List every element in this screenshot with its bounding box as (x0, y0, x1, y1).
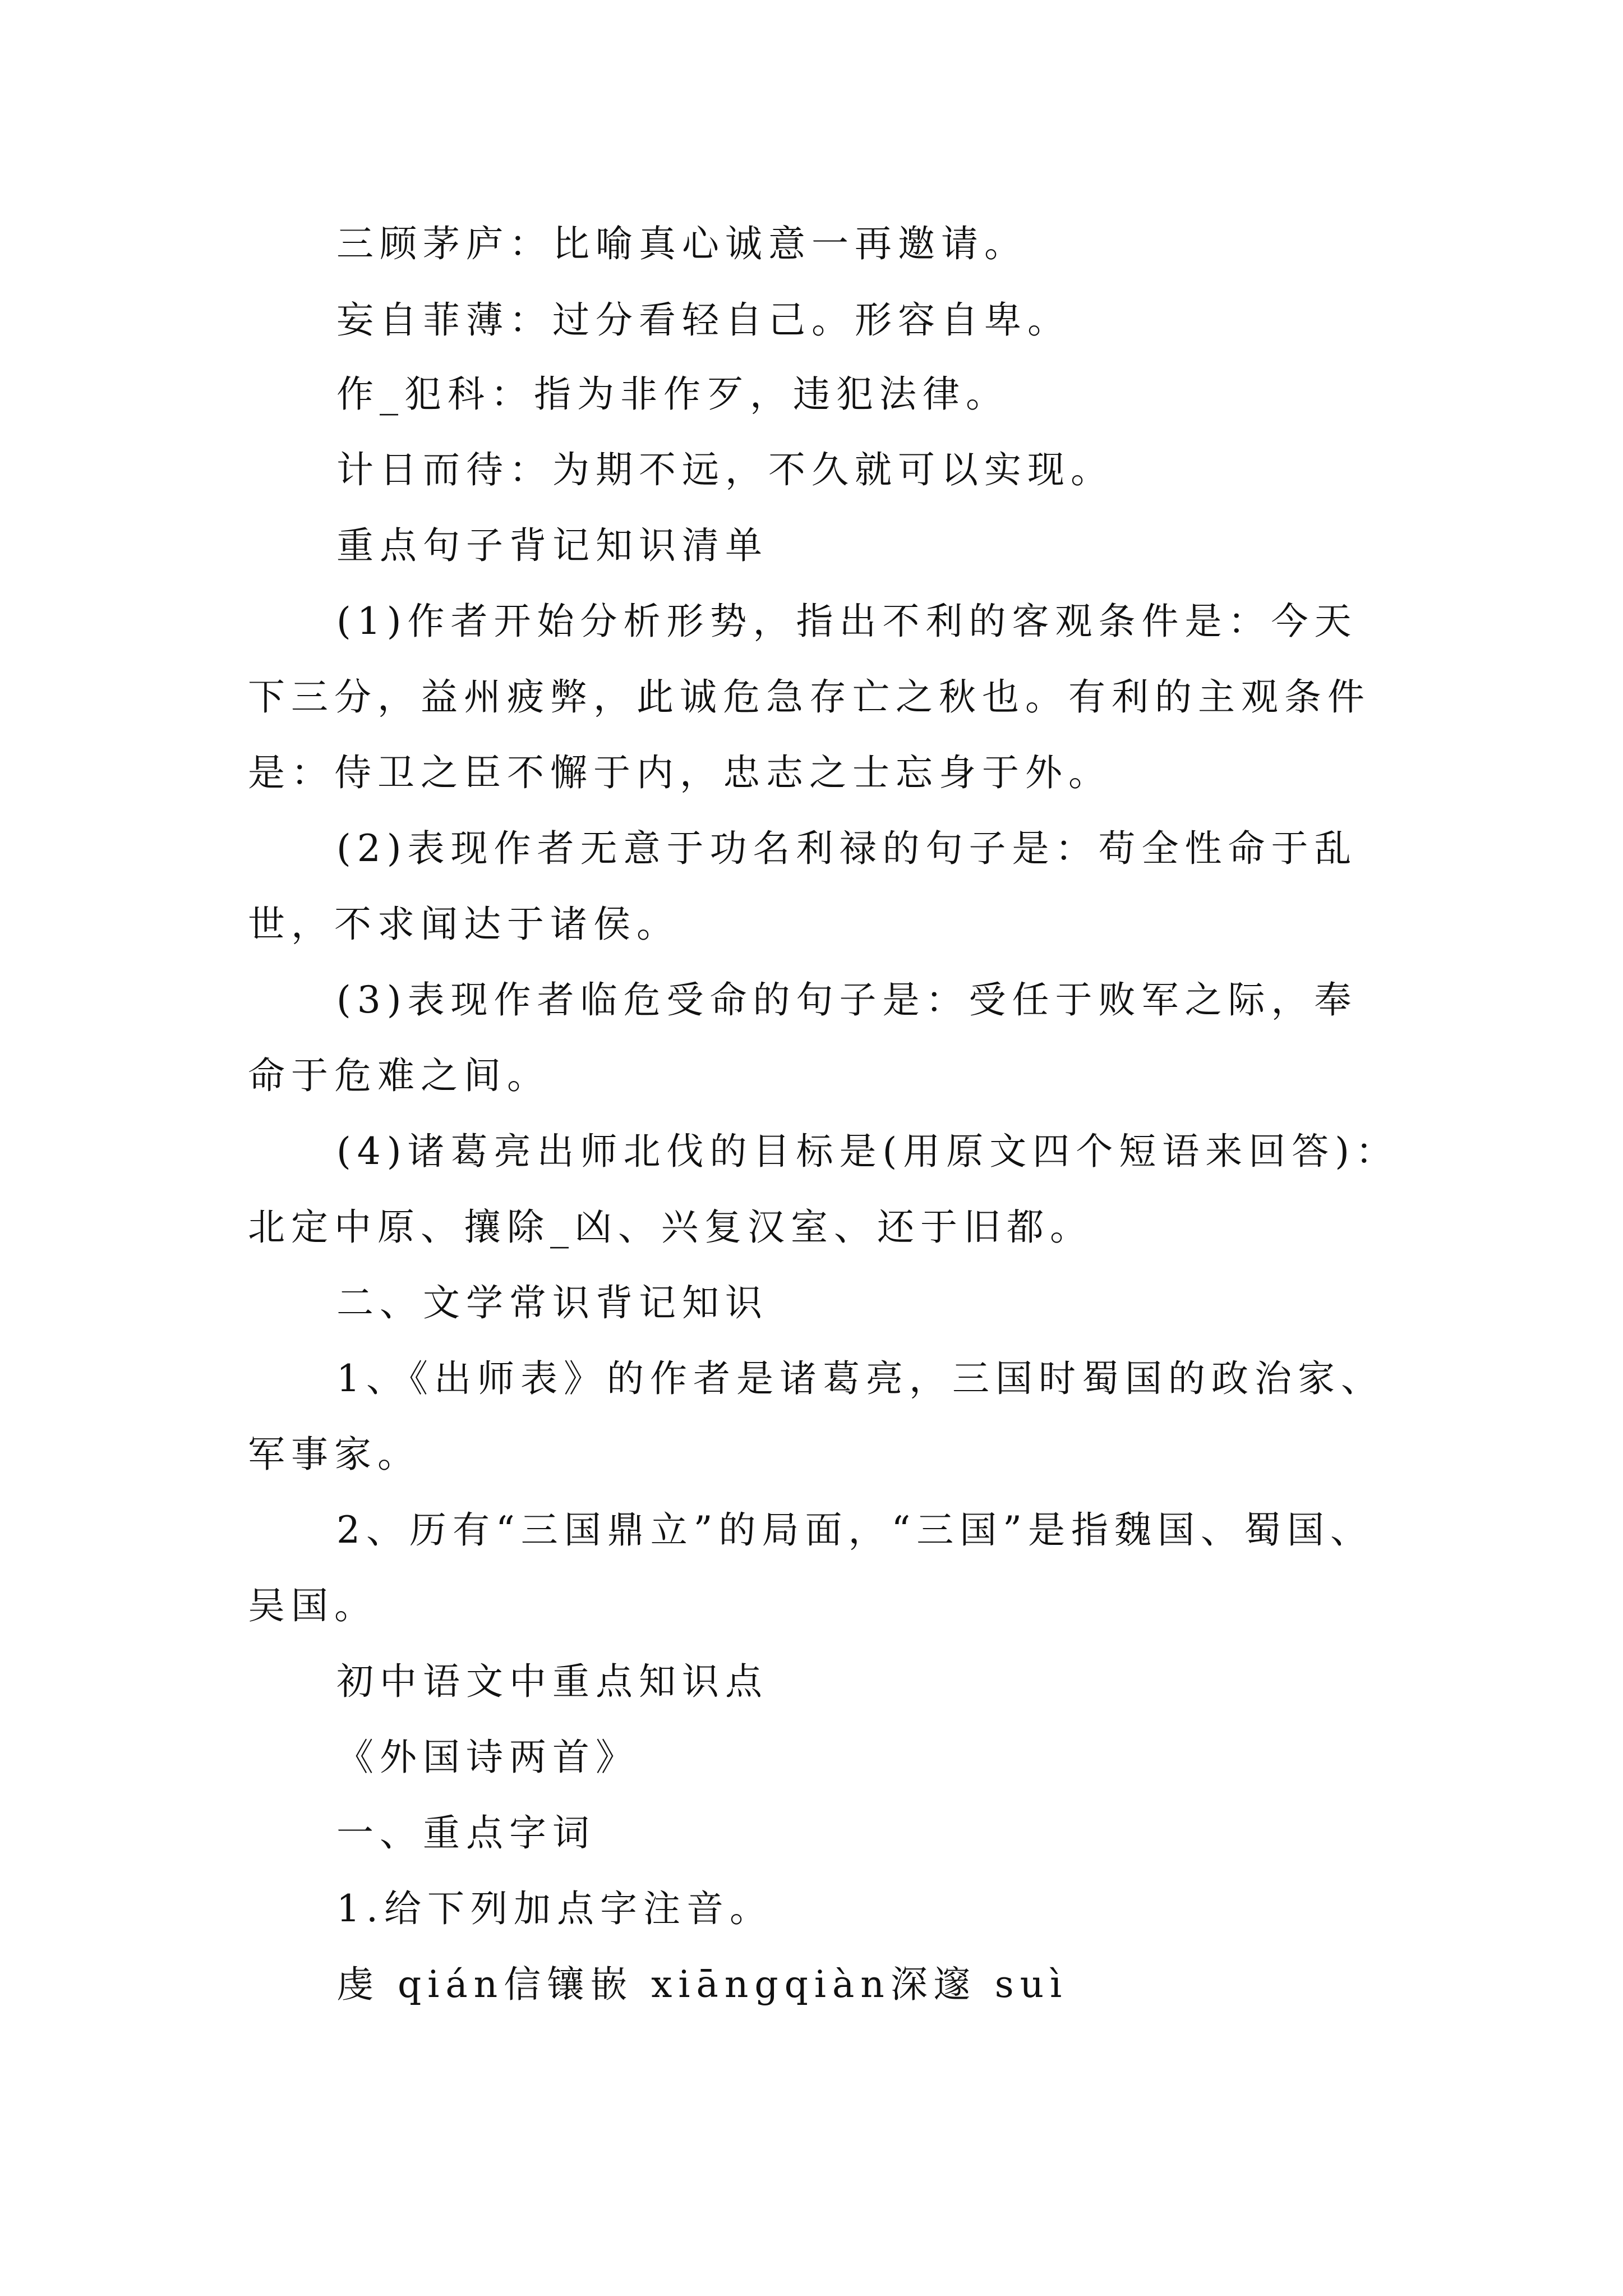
idiom-jirierdai: 计日而待：为期不远，不久就可以实现。 (336, 448, 1114, 491)
pinyin-exercise-line: 虔 qián信镶嵌 xiāngqiàn深邃 suì (336, 1963, 1068, 2006)
paragraph-line: 吴国。 (248, 1584, 377, 1627)
paragraph-line: (1)作者开始分析形势，指出不利的客观条件是：今天 (336, 600, 1358, 643)
paragraph-line: 下三分，益州疲弊，此诚危急存亡之秋也。有利的主观条件 (248, 675, 1371, 719)
section-heading-junior-chinese: 初中语文中重点知识点 (336, 1660, 768, 1703)
exercise-instruction: 1.给下列加点字注音。 (336, 1887, 773, 1930)
subsection-heading-key-words: 一、重点字词 (336, 1811, 596, 1855)
idiom-zuojianfanke: 作_犯科：指为非作歹，违犯法律。 (336, 372, 1009, 416)
paragraph-line: 是：侍卫之臣不懈于内，忠志之士忘身于外。 (248, 751, 1112, 794)
paragraph-line: (3)表现作者临危受命的句子是：受任于败军之际，奉 (336, 978, 1358, 1022)
paragraph-line: (4)诸葛亮出师北伐的目标是(用原文四个短语来回答)： (336, 1130, 1399, 1173)
lesson-title: 《外国诗两首》 (336, 1736, 639, 1779)
paragraph-line: 军事家。 (248, 1433, 421, 1476)
idiom-sangumaolu: 三顾茅庐：比喻真心诚意一再邀请。 (336, 222, 1027, 265)
paragraph-line: (2)表现作者无意于功名利禄的句子是：苟全性命于乱 (336, 827, 1358, 870)
paragraph-line: 北定中原、攘除_凶、兴复汉室、还于旧都。 (248, 1205, 1093, 1249)
section-heading-literature: 二、文学常识背记知识 (336, 1281, 768, 1324)
paragraph-line: 2、历有“三国鼎立”的局面，“三国”是指魏国、蜀国、 (336, 1508, 1373, 1552)
paragraph-line: 1、《出师表》的作者是诸葛亮，三国时蜀国的政治家、 (336, 1357, 1384, 1400)
idiom-wangzifeibo: 妄自菲薄：过分看轻自己。形容自卑。 (336, 298, 1071, 342)
paragraph-line: 命于危难之间。 (248, 1054, 550, 1097)
section-heading-key-sentences: 重点句子背记知识清单 (336, 524, 768, 567)
paragraph-line: 世，不求闻达于诸侯。 (248, 903, 680, 946)
